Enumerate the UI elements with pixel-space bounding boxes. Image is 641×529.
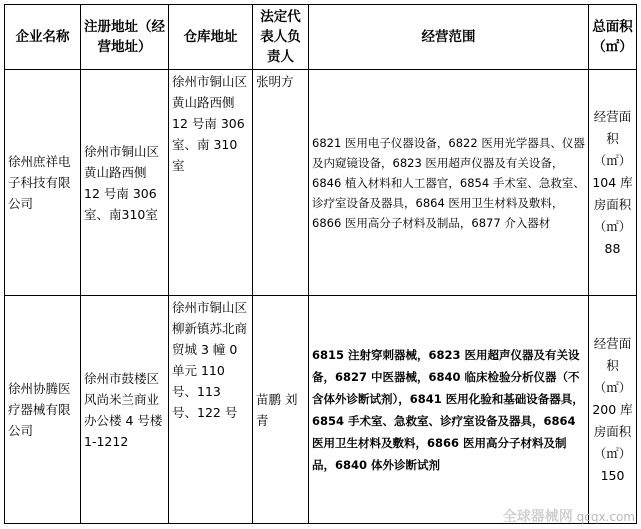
- header-company: 企业名称: [5, 5, 81, 70]
- cell-warehouse: 徐州市铜山区黄山路西侧 12 号南 306 室、南 310 室: [169, 70, 253, 296]
- cell-warehouse: 徐州市铜山区柳新镇苏北商贸城 3 幢 0 单元 110 号、113 号、122 号: [169, 296, 253, 524]
- cell-legal: 张明方: [253, 70, 309, 296]
- cell-scope: 6821 医用电子仪器设备，6822 医用光学器具、仪器及内窥镜设备，6823 医用超声仪器及有关设备，6846 植入材料和人工器官，6854 手术室、急救室、诊疗室设备及器具，6864 医用卫生材料及敷料，6866 医用高分子材料及制品，6877 介入器材: [309, 70, 589, 296]
- company-table: [4, 4, 637, 524]
- watermark-brand: 全球器械网: [502, 509, 573, 525]
- watermark-url: qcqx.com: [576, 510, 635, 524]
- cell-area: 经营面积（㎡）200 库房面积（㎡）150: [589, 296, 637, 524]
- cell-company: 徐州协腾医疗器械有限公司: [5, 296, 81, 524]
- header-warehouse: 仓库地址: [169, 5, 253, 70]
- cell-scope: 6815 注射穿刺器械，6823 医用超声仪器及有关设备，6827 中医器械，6840 临床检验分析仪器（不含体外诊断试剂），6841 医用化验和基础设备器具，6854 手术室、急救室、诊疗室设备及器具，6864 医用卫生材料及敷料，6866 医用高分子材料及制品，6840 体外诊断试剂: [309, 296, 589, 524]
- header-area: 总面积（㎡）: [589, 5, 637, 70]
- header-scope: 经营范围: [309, 5, 589, 70]
- table-row: [5, 296, 637, 524]
- cell-reg-addr: 徐州市铜山区黄山路西侧 12 号南 306室、南310室: [81, 70, 169, 296]
- header-reg-addr: 注册地址（经营地址）: [81, 5, 169, 70]
- cell-company: 徐州庶祥电子科技有限公司: [5, 70, 81, 296]
- watermark: [503, 506, 635, 526]
- header-row: [5, 5, 637, 70]
- cell-legal: 苗鹏 刘青: [253, 296, 309, 524]
- cell-reg-addr: 徐州市鼓楼区风尚米兰商业办公楼 4 号楼 1-1212: [81, 296, 169, 524]
- header-legal: 法定代表人负责人: [253, 5, 309, 70]
- table-row: [5, 70, 637, 296]
- cell-area: 经营面积（㎡）104 库房面积（㎡）88: [589, 70, 637, 296]
